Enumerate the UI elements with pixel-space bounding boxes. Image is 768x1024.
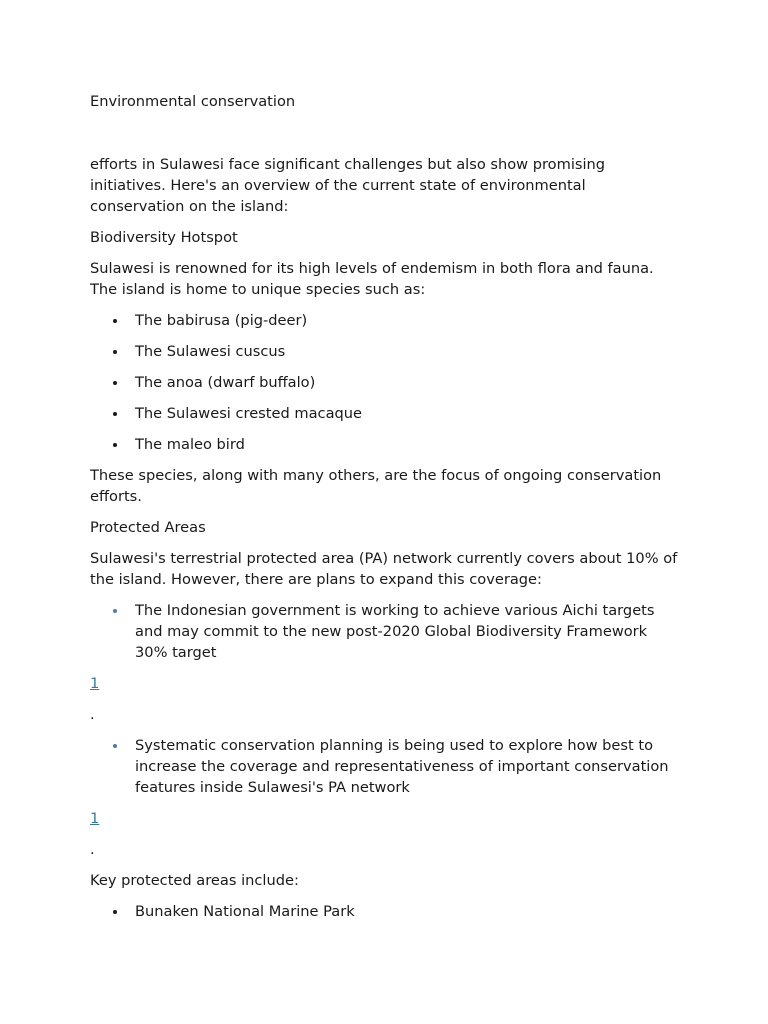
plans-list-1 — [90, 600, 682, 663]
list-item: The Indonesian government is working to achieve various Aichi targets and may commit to the new post-2020 Global Biodiversity Framework 30% target — [90, 600, 682, 663]
list-item: The Sulawesi crested macaque — [90, 403, 682, 424]
document-content — [90, 91, 682, 932]
species-list — [90, 310, 682, 455]
citation-separator: . — [90, 841, 95, 858]
protected-areas-paragraph: Sulawesi's terrestrial protected area (PA) network currently covers about 10% of the island. However, there are plans to expand this coverage: — [90, 550, 678, 588]
list-item: The anoa (dwarf buffalo) — [90, 372, 682, 393]
list-item: The Sulawesi cuscus — [90, 341, 682, 362]
list-item: Bunaken National Marine Park — [90, 901, 682, 922]
section-heading-protected-areas: Protected Areas — [90, 519, 206, 536]
intro-paragraph: efforts in Sulawesi face significant challenges but also show promising initiatives. Here's an overview of the current state of environmental conservation on the island: — [90, 156, 606, 215]
biodiversity-closing: These species, along with many others, are the focus of ongoing conservation efforts. — [90, 467, 662, 505]
citation-separator: . — [90, 706, 95, 723]
citation-link-2[interactable]: 1 — [90, 810, 100, 827]
biodiversity-paragraph: Sulawesi is renowned for its high levels of endemism in both flora and fauna. The island is home to unique species such as: — [90, 260, 654, 298]
section-heading-biodiversity: Biodiversity Hotspot — [90, 229, 238, 246]
list-item: Systematic conservation planning is being used to explore how best to increase the coverage and representativeness of important conservation features inside Sulawesi's PA network — [90, 735, 682, 798]
document-title: Environmental conservation — [90, 93, 296, 110]
key-areas-intro: Key protected areas include: — [90, 872, 299, 889]
list-item: The maleo bird — [90, 434, 682, 455]
key-areas-list — [90, 901, 682, 922]
citation-link-1[interactable]: 1 — [90, 675, 100, 692]
list-item: The babirusa (pig-deer) — [90, 310, 682, 331]
plans-list-2 — [90, 735, 682, 798]
